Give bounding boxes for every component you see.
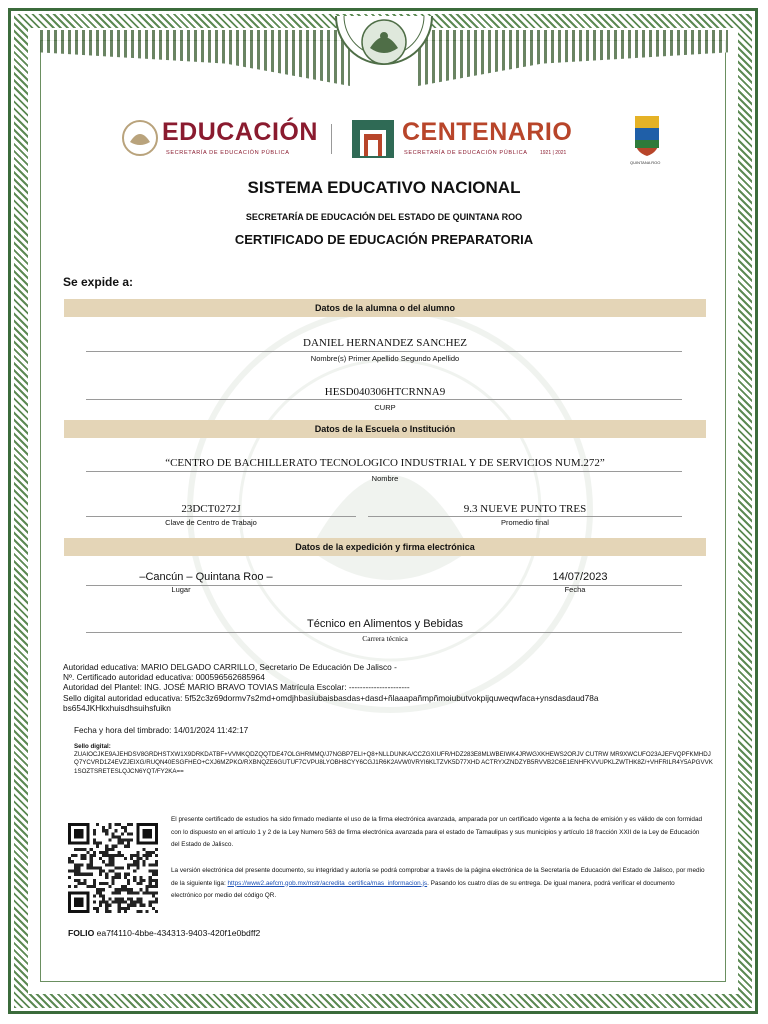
digital-seal-text: ZUAIOCJKE9AJEHDSV8GRDHSTXW1X9DRKDATBF+VVMKQDZQQTDE47OLGHRMMQ/J7NGBP7ELI+Q8+NLLDUNKA/CCZGXIUFR/HDZ283E8MLWBEIWK4JRWGXKHEWS2ORJV CUTRW MR9XWCUFO23AJEFVQPFKMHDJQ7YCVRD1Z4EVZJEIXG/RUQN40ESGFHEO+CXJ6MZPKO/RXBNQZE6GUTUF7CVPU8LYOBH8CYY6CGJ1R6K2AVW0VRYI6KLTZVK5D77XHD ACTRYXZNDZYB5RVVB2C6E1ENHFKVVUPKLZWTHK8Z/+VHFRILR4Y5APGVVK1SOZTSRETESLQJCN6YQT/FY2KA== (74, 751, 713, 775)
average-line (368, 516, 682, 517)
authority-line: Nº. Certificado autoridad educativa: 000596562685964 (63, 672, 265, 683)
expedition-date: 14/07/2023 (552, 571, 608, 583)
digital-seal-label: Sello digital: (74, 743, 111, 750)
certificate-title: CERTIFICADO DE EDUCACIÓN PREPARATORIA (234, 232, 534, 247)
eagle-emblem-icon (120, 118, 160, 158)
qr-code-icon (68, 820, 158, 916)
centenario-years: 1921 | 2021 (540, 150, 567, 156)
centenario-logo-subtitle: SECRETARÍA DE EDUCACIÓN PÚBLICA (404, 150, 528, 156)
date-label: Fecha (564, 585, 586, 594)
expedition-place: –Cancún – Quintana Roo – (139, 571, 273, 583)
school-name: “CENTRO DE BACHILLERATO TECNOLOGICO INDUSTRIAL Y DE SERVICIOS NUM.272” (165, 457, 605, 469)
educacion-logo-text: EDUCACIÓN (162, 118, 318, 146)
folio-label: FOLIO (68, 928, 95, 938)
student-section-header: Datos de la alumna o del alumno (64, 299, 706, 317)
authority-block (63, 662, 599, 713)
issued-to-label: Se expide a: (63, 275, 134, 289)
centenario-building-icon (350, 118, 396, 160)
quintana-roo-label: QUINTANA ROO (630, 160, 661, 165)
place-label: Lugar (171, 585, 191, 594)
student-curp: HESD040306HTCRNNA9 (324, 386, 446, 398)
system-title: SISTEMA EDUCATIVO NACIONAL (247, 178, 521, 197)
technical-career: Técnico en Alimentos y Bebidas (307, 618, 463, 630)
centenario-logo-text: CENTENARIO (402, 118, 573, 146)
folio (68, 928, 260, 938)
authority-line: bs654JKHkxhuisdhsuihsfuikn (63, 702, 171, 713)
curp-label: CURP (374, 403, 396, 412)
authority-line: Autoridad del Plantel: ING. JOSÉ MARIO BRAVO TOVIAS Matrícula Escolar: ---------------------- (63, 682, 410, 693)
average-label: Promedio final (501, 518, 549, 527)
expedition-section-header: Datos de la expedición y firma electrónica (64, 538, 706, 556)
stamp-timestamp: Fecha y hora del timbrado: 14/01/2024 11:42:17 (74, 726, 249, 735)
legal-text-start: La versión electrónica del presente documento, su integridad y autoría se podrá comprobar a través de la página electrónica de la Secretaría de Educación del Estado de Jalisco, por medio de la siguiente liga: (171, 867, 705, 887)
cct-line (86, 516, 356, 517)
final-average: 9.3 NUEVE PUNTO TRES (463, 503, 587, 515)
authority-line: Autoridad educativa: MARIO DELGADO CARRILLO, Secretario De Educación De Jalisco - (63, 662, 397, 672)
educacion-logo-subtitle: SECRETARÍA DE EDUCACIÓN PÚBLICA (166, 150, 290, 156)
folio-value: ea7f4110-4bbe-434313-9403-420f1e0bdff2 (94, 928, 261, 938)
career-label: Carrera técnica (362, 634, 408, 643)
logo-divider (331, 124, 332, 154)
cct-label: Clave de Centro de Trabajo (165, 518, 257, 527)
quintana-roo-shield-icon (632, 112, 662, 158)
legal-paragraph-2 (171, 865, 707, 903)
legal-text-end: . Pasando los cuatro días de su entrega. De igual manera, podrá verificar el documento electrónico por medio del código QR. (171, 879, 675, 899)
student-name-label: Nombre(s) Primer Apellido Segundo Apellido (310, 354, 460, 363)
secretaria-subtitle: SECRETARÍA DE EDUCACIÓN DEL ESTADO DE QUINTANA ROO (245, 212, 523, 222)
national-seal-icon (330, 12, 438, 96)
header-logos (0, 112, 768, 168)
legal-paragraph-1: El presente certificado de estudios ha sido firmado mediante el uso de la firma electrónica avanzada, amparada por un certificado vigente a la fecha de emisión y es válido de con formidad con lo dispuesto en el artículo 1 y 2 de la Ley Numero 563 de firma electrónica avanzada para el estado de Tamaulipas y sus municipios y artículo 18 fracción XXII de la Ley de Educación del Estado de Jalisco. (171, 816, 703, 848)
student-name-line (86, 351, 682, 352)
authority-line: Sello digital autoridad educativa: 5f52c3z69dormv7s2md+omdjhbasiubaisbasdas+dasd+ñlaaapañmpñmoiubutvokpijquweqwfaca+ynsdasdaud78a (63, 692, 599, 703)
school-name-label: Nombre (371, 474, 399, 483)
school-section-header: Datos de la Escuela o Institución (64, 420, 706, 438)
curp-line (86, 399, 682, 400)
verification-link[interactable]: https://www2.aefcm.gob.mx/mstr/acredita_certifica/mas_informacion.js (227, 879, 428, 887)
school-name-line (86, 471, 682, 472)
career-line (86, 632, 682, 633)
school-cct: 23DCT0272J (181, 503, 241, 515)
student-name: DANIEL HERNANDEZ SANCHEZ (303, 337, 467, 349)
